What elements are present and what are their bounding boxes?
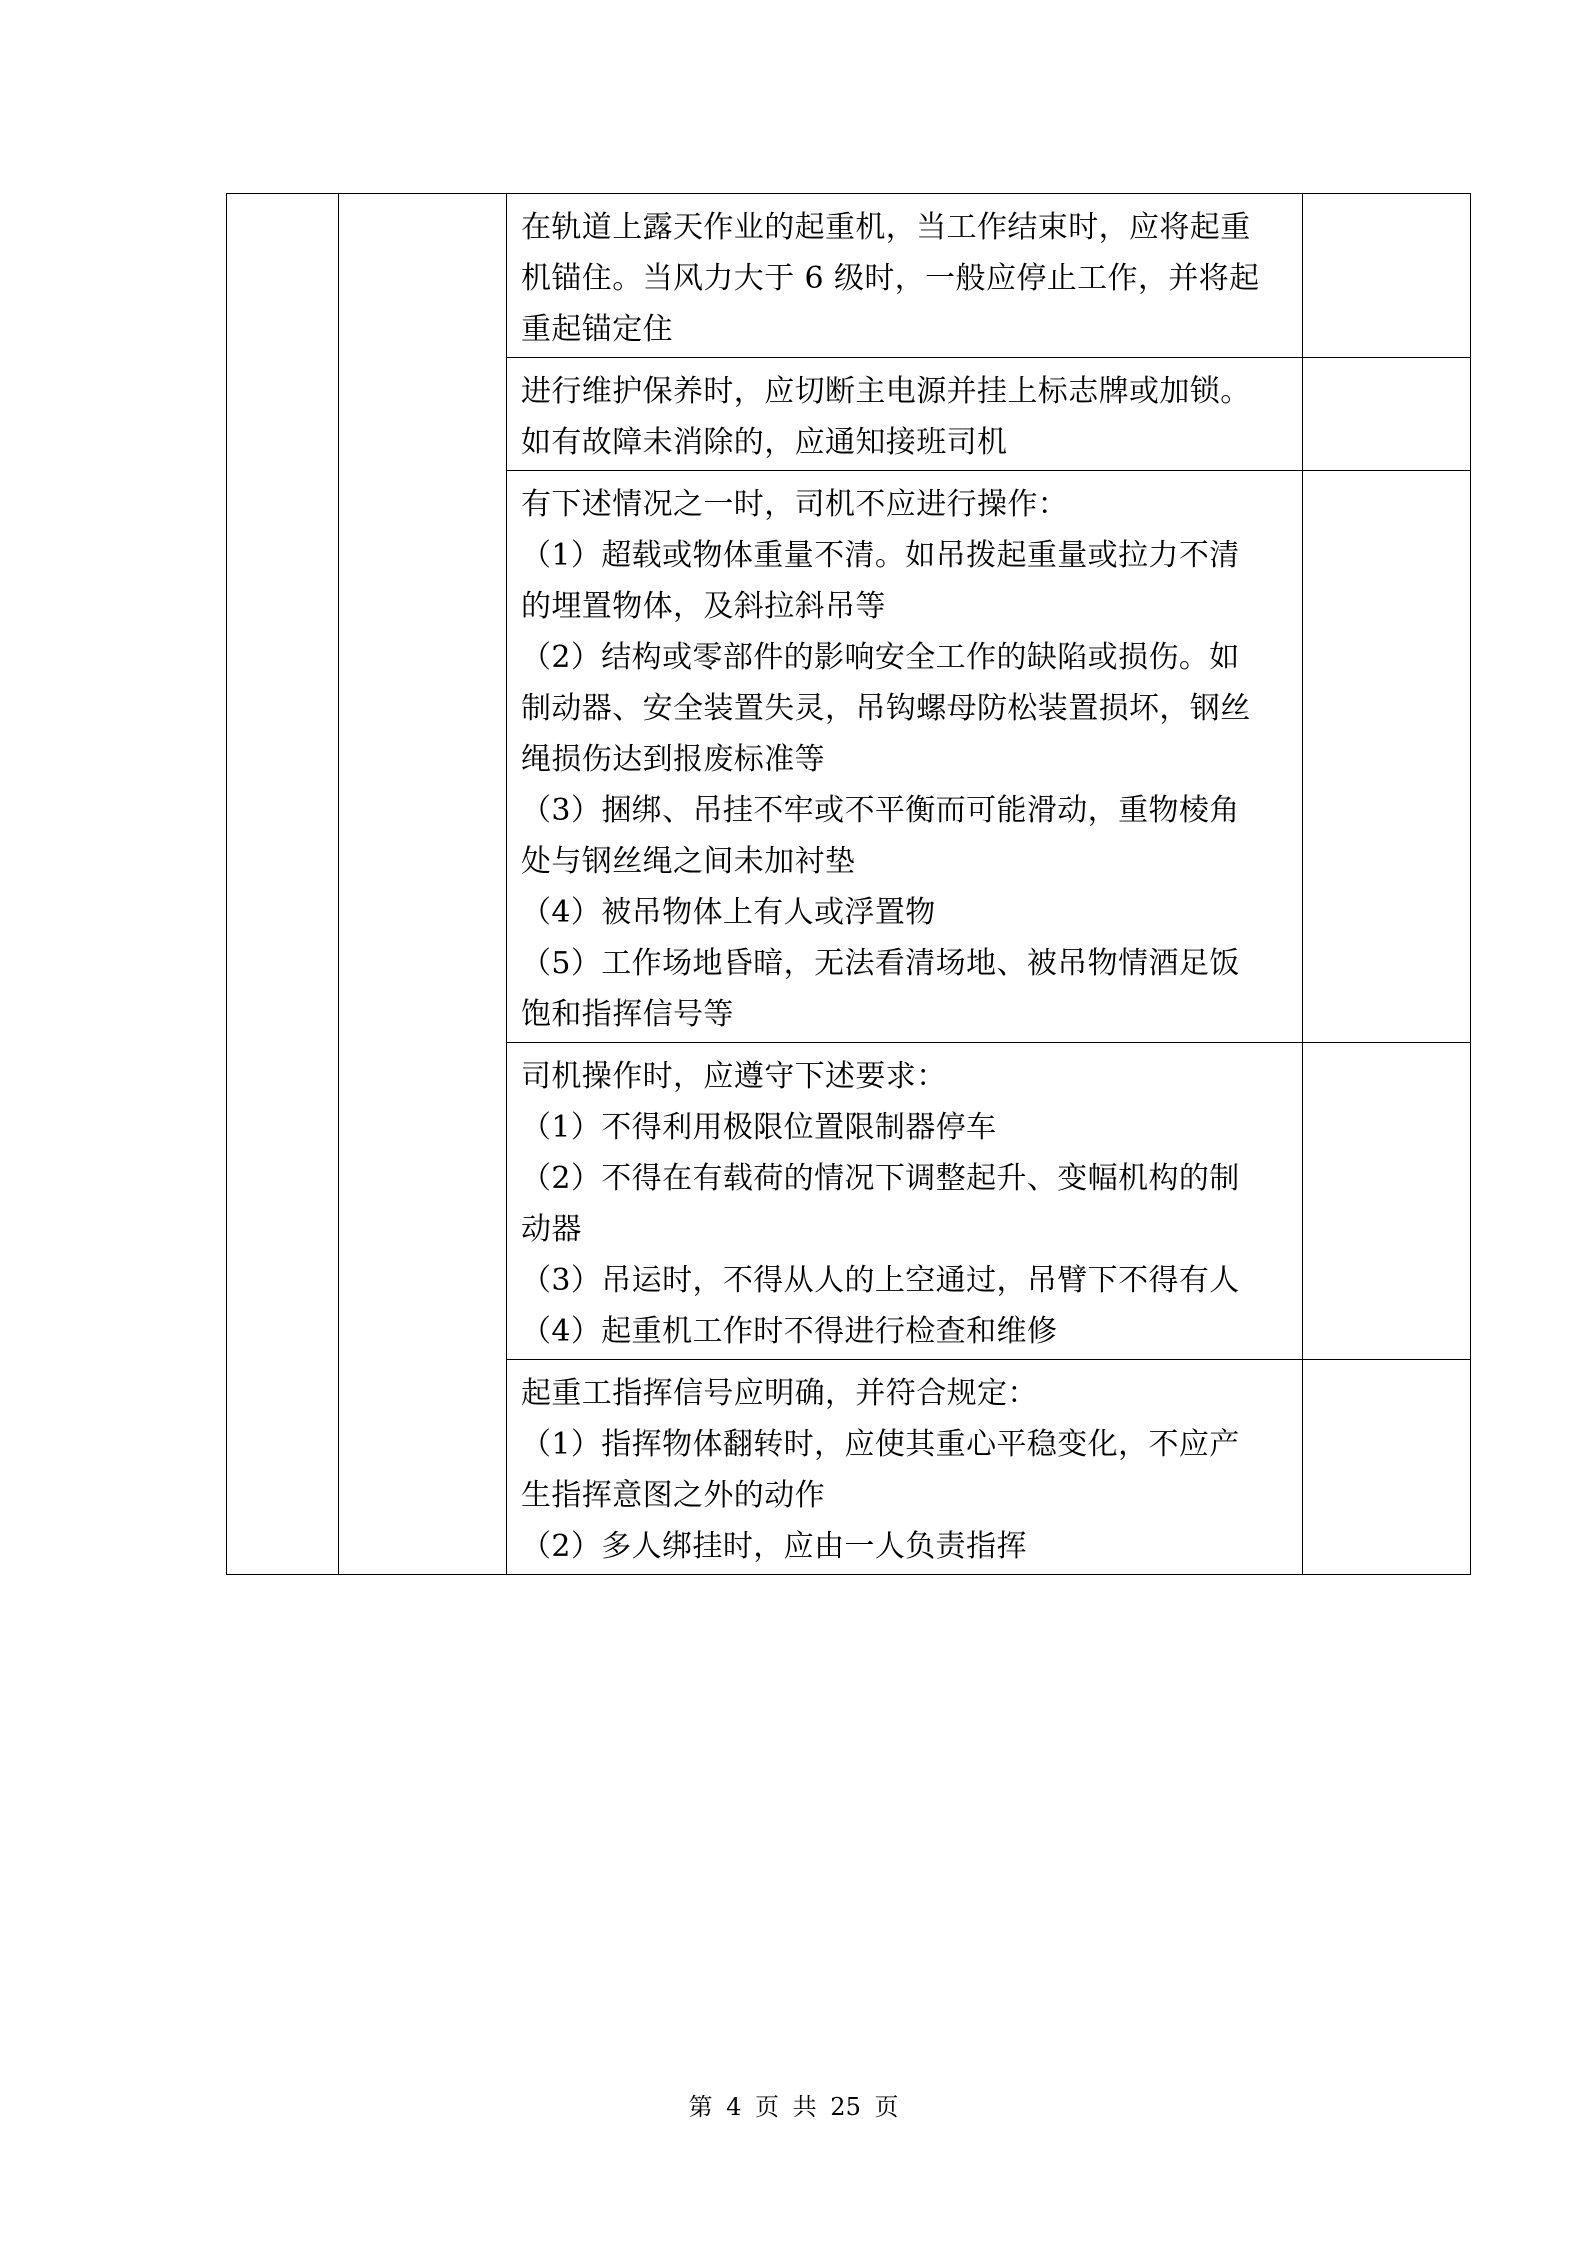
- requirement-cell: [507, 194, 1303, 358]
- item-cell: [339, 194, 507, 1575]
- inspection-table: [226, 193, 1471, 1575]
- table-row: [227, 194, 1471, 358]
- text-line: 处与钢丝绳之间未加衬垫: [521, 844, 856, 879]
- requirement-cell: [507, 358, 1303, 471]
- text-line: 绳损伤达到报废标准等: [521, 742, 825, 777]
- requirement-cell: [507, 1360, 1303, 1575]
- page-number-footer: 第 4 页 共 25 页: [688, 2093, 899, 2121]
- text-line: 有下述情况之一时，司机不应进行操作：: [521, 487, 1069, 522]
- text-line: （1）指挥物体翻转时，应使其重心平稳变化，不应产: [521, 1427, 1240, 1462]
- text-line: 起重工指挥信号应明确，并符合规定：: [521, 1376, 1038, 1411]
- table-body: [227, 194, 1471, 1575]
- text-line: （2）多人绑挂时，应由一人负责指挥: [521, 1529, 1027, 1564]
- category-cell: [227, 194, 339, 1575]
- text-line: 机锚住。当风力大于 6 级时，一般应停止工作，并将起: [521, 261, 1260, 296]
- text-line: （1）超载或物体重量不清。如吊拨起重量或拉力不清: [521, 538, 1240, 573]
- text-line: 动器: [521, 1212, 582, 1247]
- requirement-cell: [507, 1043, 1303, 1360]
- text-line: 生指挥意图之外的动作: [521, 1478, 825, 1513]
- result-cell: [1303, 471, 1471, 1043]
- text-line: 饱和指挥信号等: [521, 997, 734, 1032]
- text-line: （1）不得利用极限位置限制器停车: [521, 1110, 997, 1145]
- text-line: 在轨道上露天作业的起重机，当工作结束时，应将起重: [521, 210, 1251, 245]
- text-line: （5）工作场地昏暗，无法看清场地、被吊物情酒足饭: [521, 946, 1240, 981]
- text-line: 重起锚定住: [521, 312, 673, 347]
- text-line: （2）结构或零部件的影响安全工作的缺陷或损伤。如: [521, 640, 1240, 675]
- text-line: 如有故障未消除的，应通知接班司机: [521, 425, 1008, 460]
- result-cell: [1303, 358, 1471, 471]
- text-line: 的埋置物体，及斜拉斜吊等: [521, 589, 886, 624]
- text-line: 制动器、安全装置失灵，吊钩螺母防松装置损坏，钢丝: [521, 691, 1251, 726]
- result-cell: [1303, 194, 1471, 358]
- text-line: （4）起重机工作时不得进行检查和维修: [521, 1314, 1058, 1349]
- result-cell: [1303, 1043, 1471, 1360]
- text-line: （2）不得在有载荷的情况下调整起升、变幅机构的制: [521, 1161, 1240, 1196]
- result-cell: [1303, 1360, 1471, 1575]
- text-line: （3）吊运时，不得从人的上空通过，吊臂下不得有人: [521, 1263, 1240, 1298]
- requirement-cell: [507, 471, 1303, 1043]
- text-line: 司机操作时，应遵守下述要求：: [521, 1059, 947, 1094]
- text-line: （3）捆绑、吊挂不牢或不平衡而可能滑动，重物棱角: [521, 793, 1240, 828]
- text-line: 进行维护保养时，应切断主电源并挂上标志牌或加锁。: [521, 374, 1251, 409]
- text-line: （4）被吊物体上有人或浮置物: [521, 895, 936, 930]
